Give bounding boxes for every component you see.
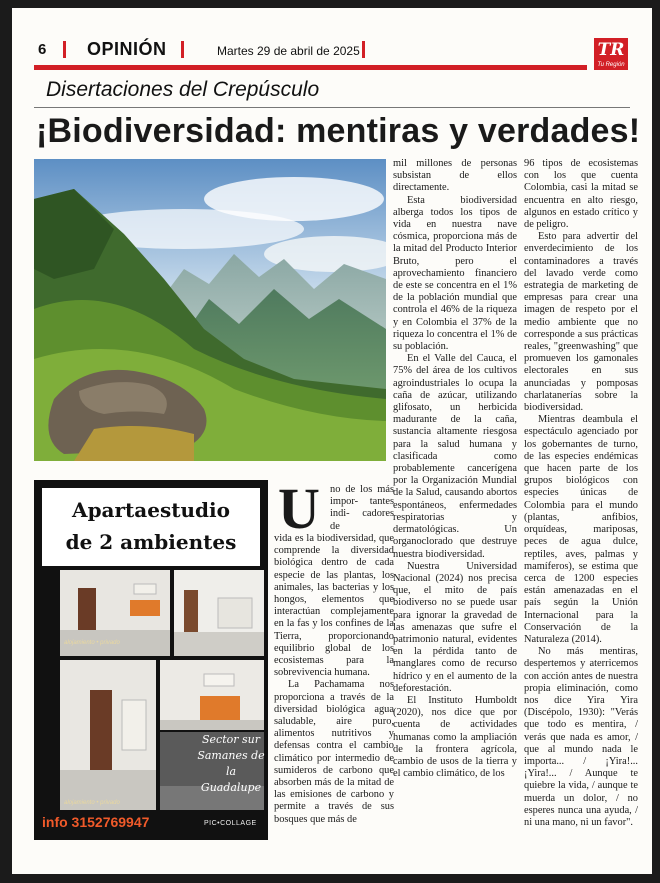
collage-tag: PIC•COLLAGE — [204, 820, 257, 827]
section-title: OPINIÓN — [87, 39, 167, 59]
kitchen-photo — [160, 660, 264, 730]
mountain-landscape-photo — [34, 159, 386, 461]
headline: ¡Biodiversidad: mentiras y verdades! — [36, 112, 641, 150]
paragraph: Esto para advertir del enverdecimiento de los contaminadores a través del lavado verde como estrategia de marketing de empresas para crear una imagen de respeto por el medio ambiente que no corresponde a sus prácticas reales, "greenwashing" que promueven los gamonales electorales en sus anunciadas y pomposas charlatanerías sobre la biodiversidad. — [524, 231, 638, 414]
divider — [63, 41, 66, 58]
paragraph: vida es la biodiversidad, que comprende la diversidad biológica dentro de cada especie de las plantas, los animales, las bacterias y los hongos, elementos que interactúan complejamente en la fas y los confines de la Tierra, proporcionando equilibrio global de los ecosistemas para la sobrevivencia humana. — [274, 533, 394, 679]
paragraph: No más mentiras, despertemos y aterricemos con acción antes de nuestra propia eliminación, como nos dice Yira Yira (Discépolo, 1930): "Verás que todo es mentira, / verás que nada es amor, / que al mundo nada le importa... / ¡Yira!... ¡Yira!... / Aunque te quiebre la vida, / aunque te muerda un dolor, / no esperes nunca una ayuda, / ni una mano, ni un favor". — [524, 646, 638, 828]
paragraph: En el Valle del Cauca, el 75% del área de los cultivos agroindustriales lo ocupa la caña de azúcar, utilizando glifosato, un herbicida madurante de la caña, sustancia altamente riesgosa para la salud humana y clasificada como probablemente cancerígena por la Organización Mundial de la Salud, causando abortos espontáneos, enfermedades respiratorias y dermatológicas. Un organoclorado que destruye nuestra biodiversidad. — [393, 353, 517, 560]
dropcap-lines: no de los más impor- tantes indi- cadores de — [330, 484, 394, 532]
ad-title-line2: de 2 ambientes — [65, 530, 237, 554]
ad-location-line1: Sector sur — [202, 733, 260, 746]
ad-watermark: alojamiento • privado — [64, 800, 120, 806]
ad-title — [42, 488, 260, 566]
paragraph: 96 tipos de ecosistemas con los que cuenta Colombia, casi la mitad se encuentra en alto riesgo, algunos en estado crítico y de peligro. — [524, 158, 638, 231]
paragraph: El Instituto Humboldt (2020), nos dice que por cuenta de actividades humanas como la ampliación de la frontera agrícola, cambio de usos de la tierra y el cambio climático, de los — [393, 694, 517, 780]
paragraph: mil millones de personas subsistan de ellos directamente. — [393, 158, 517, 194]
issue-date: Martes 29 de abril de 2025 — [217, 44, 360, 58]
divider — [362, 41, 365, 58]
paragraph: Mientras deambula el espectáculo agenciado por los gobernantes de turno, de las especies endémicas que hacen parte de los grupos biológicos con especies únicas de Colombia para el mundo (plantas, anfibios, orquídeas, mariposas, peces de agua dulce, reptiles, aves, palmas y mamíferos), se estima que cerca de 1200 especies están amenazadas en el país según la Unión Internacional para la Conservación de la Naturaleza (2014). — [524, 414, 638, 645]
paragraph: Nuestra Universidad Nacional (2024) nos precisa que, el mito de país biodiverso no se puede usar para ignorar la gravedad de las amenazas que sufre el patrimonio natural, evidentes en la pérdida tanto de manglares como de recurso hídrico y en el aumento de la deforestación. — [393, 560, 517, 694]
column-kicker: Disertaciones del Crepúsculo — [46, 78, 320, 101]
paragraph: Esta biodiversidad alberga todos los tipos de vida en nuestra nave cósmica, proporciona más de la mitad del Producto Interior Bruto, pero el aprovechamiento financiero de este se concentra en el 1% de la población mundial que controla el 46% de la riqueza y en Colombia el 37% de la riqueza lo concentra el 1% de su población. — [393, 194, 517, 353]
ad-contact: info 3152769947 — [42, 814, 150, 830]
ad-location-line3: Guadalupe — [200, 781, 262, 794]
page-number: 6 — [38, 41, 47, 58]
ad-title-line1: Apartaestudio — [72, 498, 230, 522]
apartment-photo — [60, 660, 156, 810]
ad-location-line2: Samanes de la — [197, 749, 265, 778]
article-column-2 — [393, 158, 517, 780]
article-column-1 — [274, 533, 394, 826]
newspaper-page — [12, 8, 652, 874]
paragraph: La Pachamama nos proporciona a través de la diversidad biológica agua saludable, aire puro, alimentos nutritivos y defensas contra el cambio climático por intermedio de sumideros de carbono que absorben más de la mitad de las emisiones de carbono y permite a través de sus bosques que más de — [274, 679, 394, 825]
ad-location — [194, 732, 268, 796]
dropcap: U — [278, 476, 320, 541]
header-rule — [34, 65, 587, 70]
kicker-rule — [34, 107, 630, 108]
logo-text: TR — [597, 40, 625, 60]
apartment-advertisement — [34, 480, 268, 840]
publication-logo — [594, 38, 628, 70]
article-column-3 — [524, 158, 638, 829]
ad-watermark: alojamiento • privado — [64, 640, 120, 646]
apartment-photo — [174, 570, 264, 656]
logo-subtext: Tu Región — [597, 62, 625, 68]
divider — [181, 41, 184, 58]
